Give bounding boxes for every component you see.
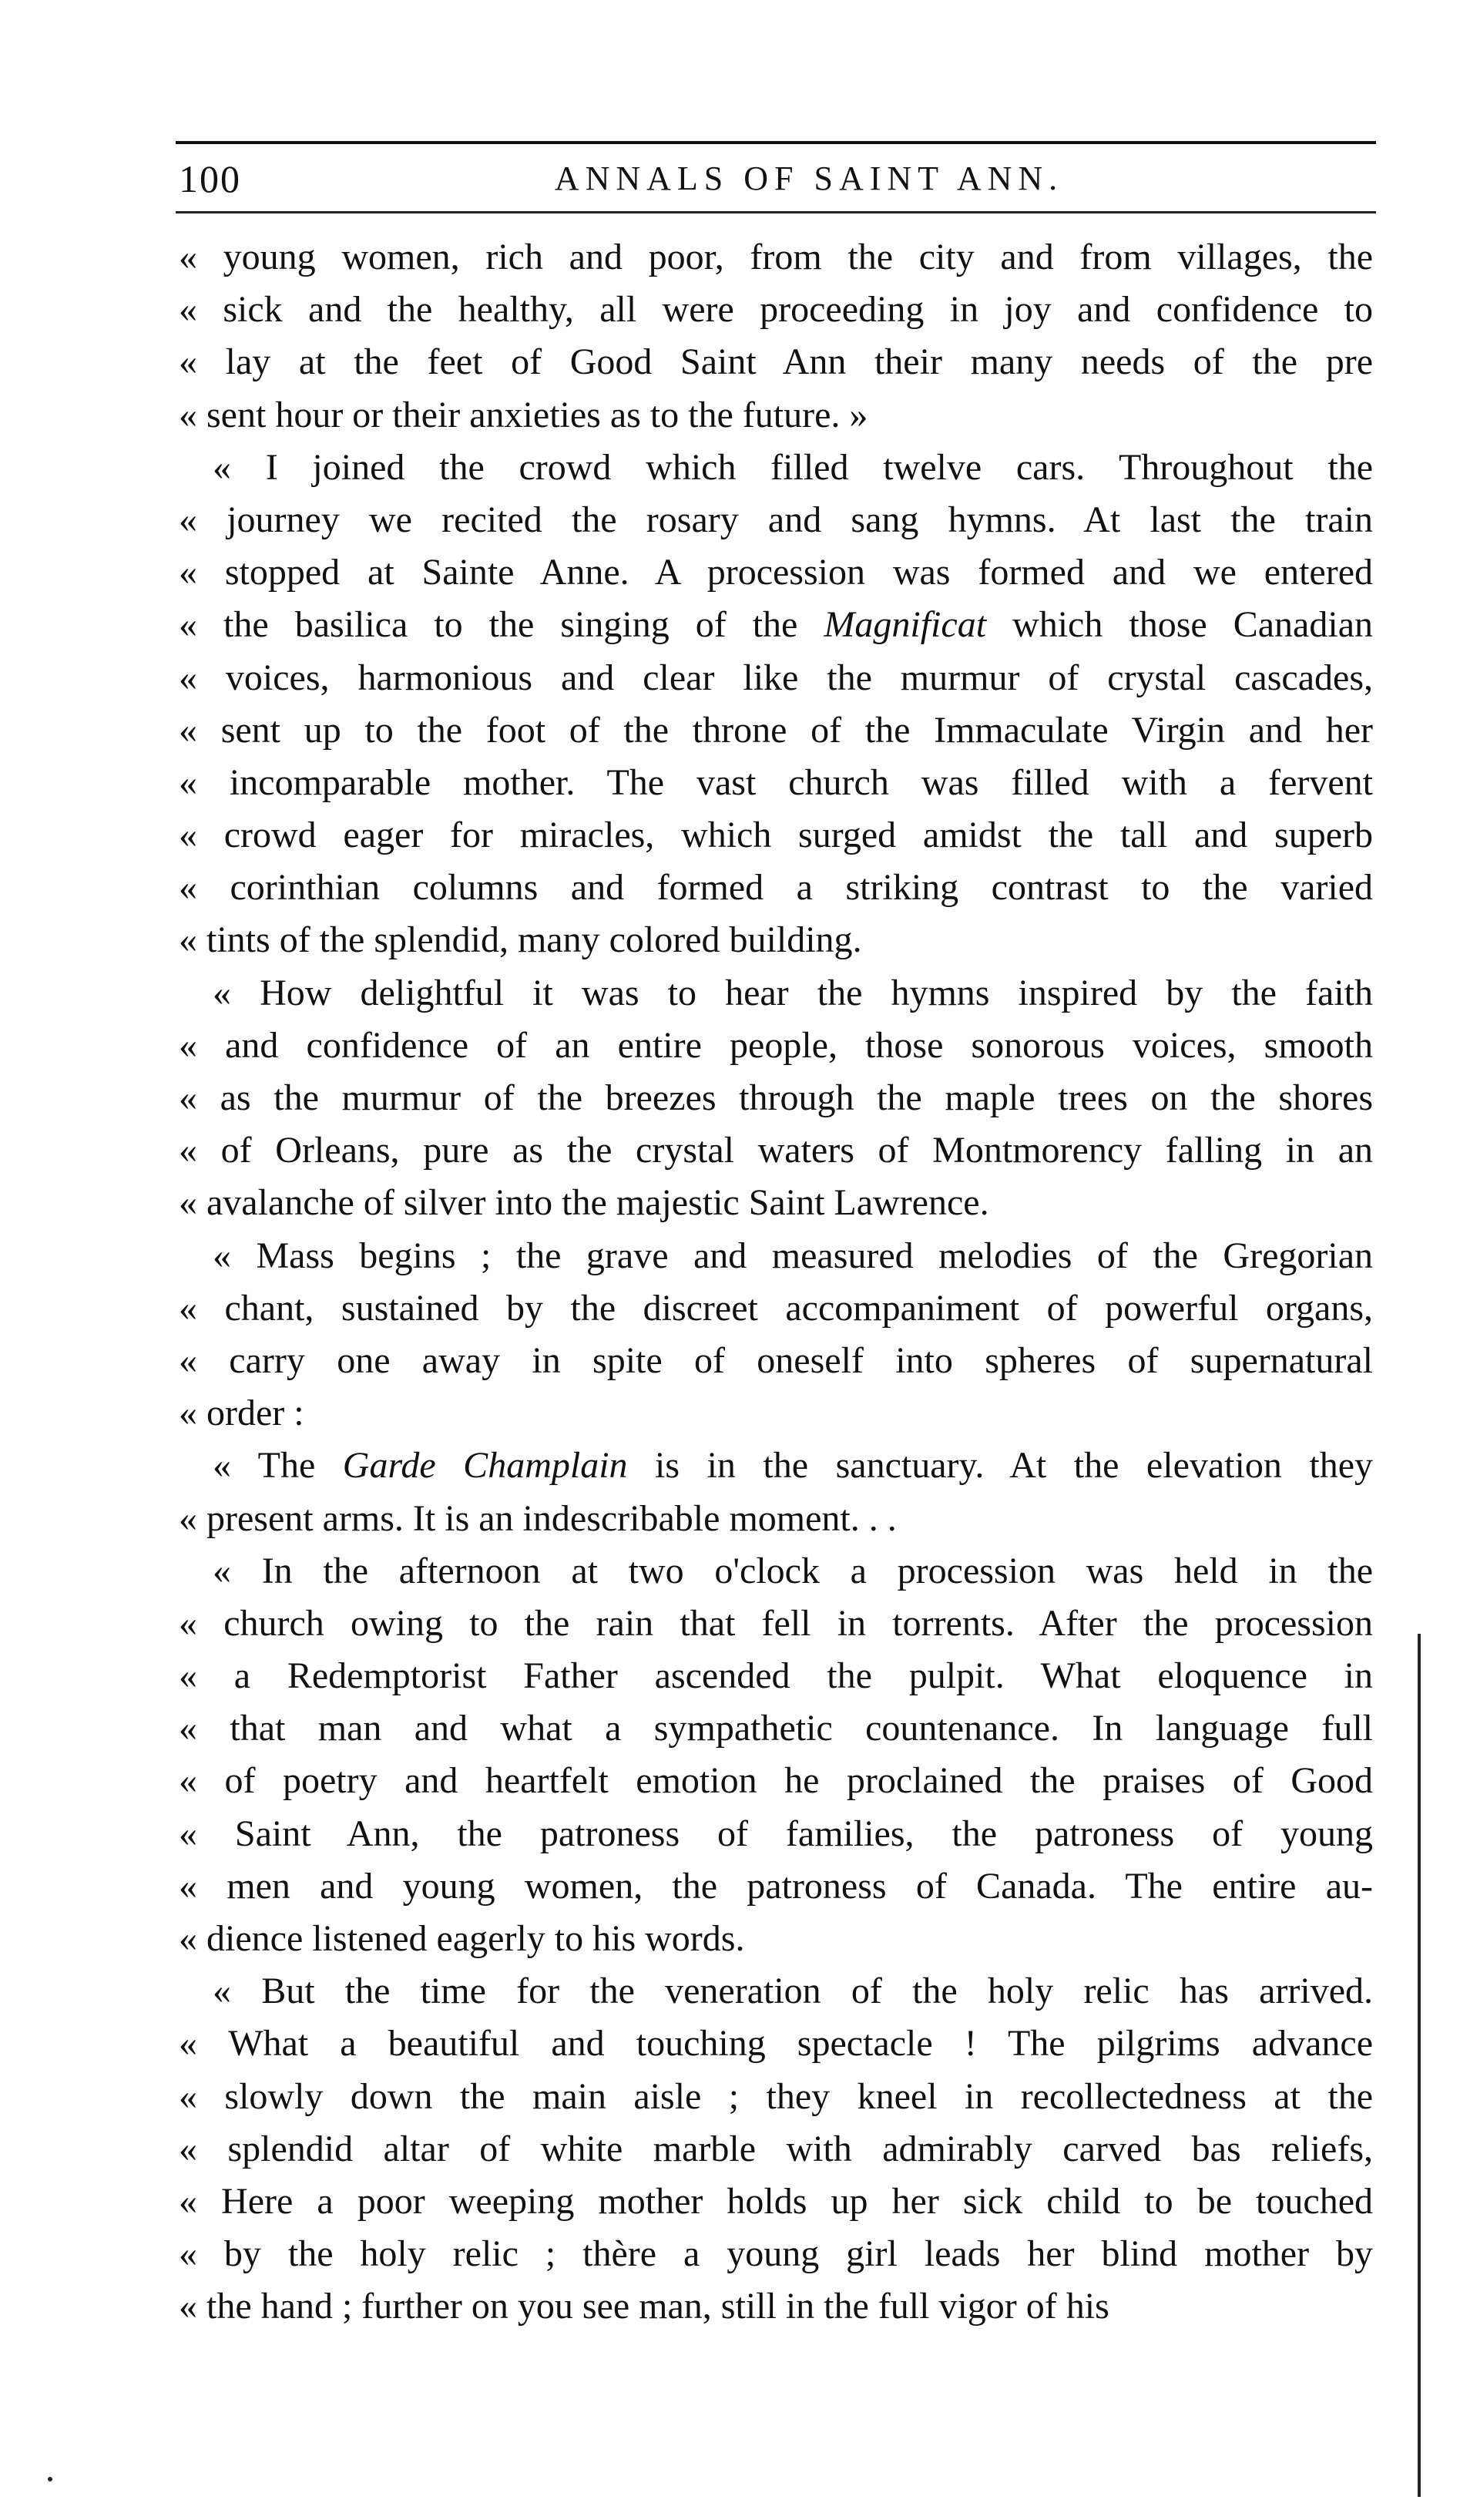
text-line: « order : bbox=[179, 1393, 304, 1434]
text-line: « In the afternoon at two o'clock a procession was held in the bbox=[213, 1550, 1373, 1591]
text-line: « Mass begins ; the grave and measured melodies of the Gregorian bbox=[213, 1235, 1373, 1276]
text-line: « slowly down the main aisle ; they kneel in recollectedness at the bbox=[179, 2075, 1373, 2117]
text-line: « of poetry and heartfelt emotion he proclained the praises of Good bbox=[179, 1760, 1373, 1802]
text-line: « sick and the healthy, all were proceeding in joy and confidence to bbox=[179, 289, 1373, 331]
italic-phrase: Garde Champlain bbox=[342, 1445, 628, 1487]
text-line: « incomparable mother. The vast church was filled with a fervent bbox=[179, 761, 1373, 803]
page-number: 100 bbox=[179, 157, 241, 200]
text-line: « carry one away in spite of oneself into spheres of supernatural bbox=[179, 1339, 1373, 1381]
text-line: « present arms. It is an indescribable moment. . . bbox=[179, 1497, 897, 1539]
italic-phrase: Magnificat bbox=[824, 604, 987, 646]
header-bottom-rule bbox=[176, 211, 1376, 213]
text-line: « lay at the feet of Good Saint Ann their many needs of the pre bbox=[179, 341, 1373, 383]
paragraph bbox=[179, 1965, 1373, 2333]
text-line: « crowd eager for miracles, which surged amidst the tall and superb bbox=[179, 815, 1373, 856]
text-line: « corinthian columns and formed a striking contrast to the varied bbox=[179, 867, 1373, 909]
text-line: « and confidence of an entire people, those sonorous voices, smooth bbox=[179, 1024, 1373, 1066]
paragraph bbox=[179, 1230, 1373, 1440]
text-line: « journey we recited the rosary and sang hymns. At last the train bbox=[179, 499, 1373, 540]
text-line: « as the murmur of the breezes through the maple trees on the shores bbox=[179, 1077, 1373, 1118]
header-top-rule bbox=[176, 141, 1376, 144]
text-line: « splendid altar of white marble with admirably carved bas reliefs, bbox=[179, 2128, 1373, 2169]
text-line: « a Redemptorist Father ascended the pulpit. What eloquence in bbox=[179, 1655, 1373, 1697]
running-title: ANNALS OF SAINT ANN. bbox=[554, 160, 1064, 197]
text-line: « How delightful it was to hear the hymns inspired by the faith bbox=[213, 972, 1373, 1013]
text-line: « sent hour or their anxieties as to the future. » bbox=[179, 394, 868, 435]
text-line: « voices, harmonious and clear like the murmur of crystal cascades, bbox=[179, 657, 1373, 698]
paragraph bbox=[179, 231, 1373, 442]
text-line: « dience listened eagerly to his words. bbox=[179, 1918, 745, 1959]
text-line: « the hand ; further on you see man, still in the full vigor of his bbox=[179, 2286, 1109, 2327]
scan-speck bbox=[48, 2477, 52, 2481]
text-line: « What a beautiful and touching spectacle ! The pilgrims advance bbox=[179, 2023, 1373, 2065]
text-line: « by the holy relic ; thère a young girl leads her blind mother by bbox=[179, 2233, 1373, 2275]
text-line: « avalanche of silver into the majestic Saint Lawrence. bbox=[179, 1182, 989, 1224]
text-line: « sent up to the foot of the throne of the Immaculate Virgin and her bbox=[179, 709, 1373, 751]
paragraph bbox=[179, 967, 1373, 1230]
text-line: « men and young women, the patroness of Canada. The entire au- bbox=[179, 1865, 1373, 1907]
text-line: « tints of the splendid, many colored building. bbox=[179, 919, 862, 961]
text-line: « the basilica to the singing of the Magnificat which those Canadian bbox=[179, 604, 1373, 646]
page-edge-shadow bbox=[1418, 1634, 1421, 2497]
body-text bbox=[179, 231, 1373, 2334]
paragraph bbox=[179, 442, 1373, 967]
text-line: « Here a poor weeping mother holds up her sick child to be touched bbox=[179, 2180, 1373, 2222]
text-line: « But the time for the veneration of the holy relic has arrived. bbox=[213, 1971, 1373, 2012]
text-line: « stopped at Sainte Anne. A procession was formed and we entered bbox=[179, 552, 1373, 593]
text-line: « chant, sustained by the discreet accompaniment of powerful organs, bbox=[179, 1287, 1373, 1329]
text-line: « Saint Ann, the patroness of families, the patroness of young bbox=[179, 1813, 1373, 1854]
text-line: « that man and what a sympathetic countenance. In language full bbox=[179, 1708, 1373, 1749]
paragraph bbox=[179, 1440, 1373, 1544]
text-line: « church owing to the rain that fell in torrents. After the procession bbox=[179, 1602, 1373, 1644]
paragraph bbox=[179, 1545, 1373, 1966]
text-line: « of Orleans, pure as the crystal waters of Montmorency falling in an bbox=[179, 1130, 1373, 1171]
text-line: « I joined the crowd which filled twelve cars. Throughout the bbox=[213, 446, 1373, 488]
text-line: « The Garde Champlain is in the sanctuary. At the elevation they bbox=[213, 1445, 1373, 1487]
text-line: « young women, rich and poor, from the city and from villages, the bbox=[179, 237, 1373, 277]
